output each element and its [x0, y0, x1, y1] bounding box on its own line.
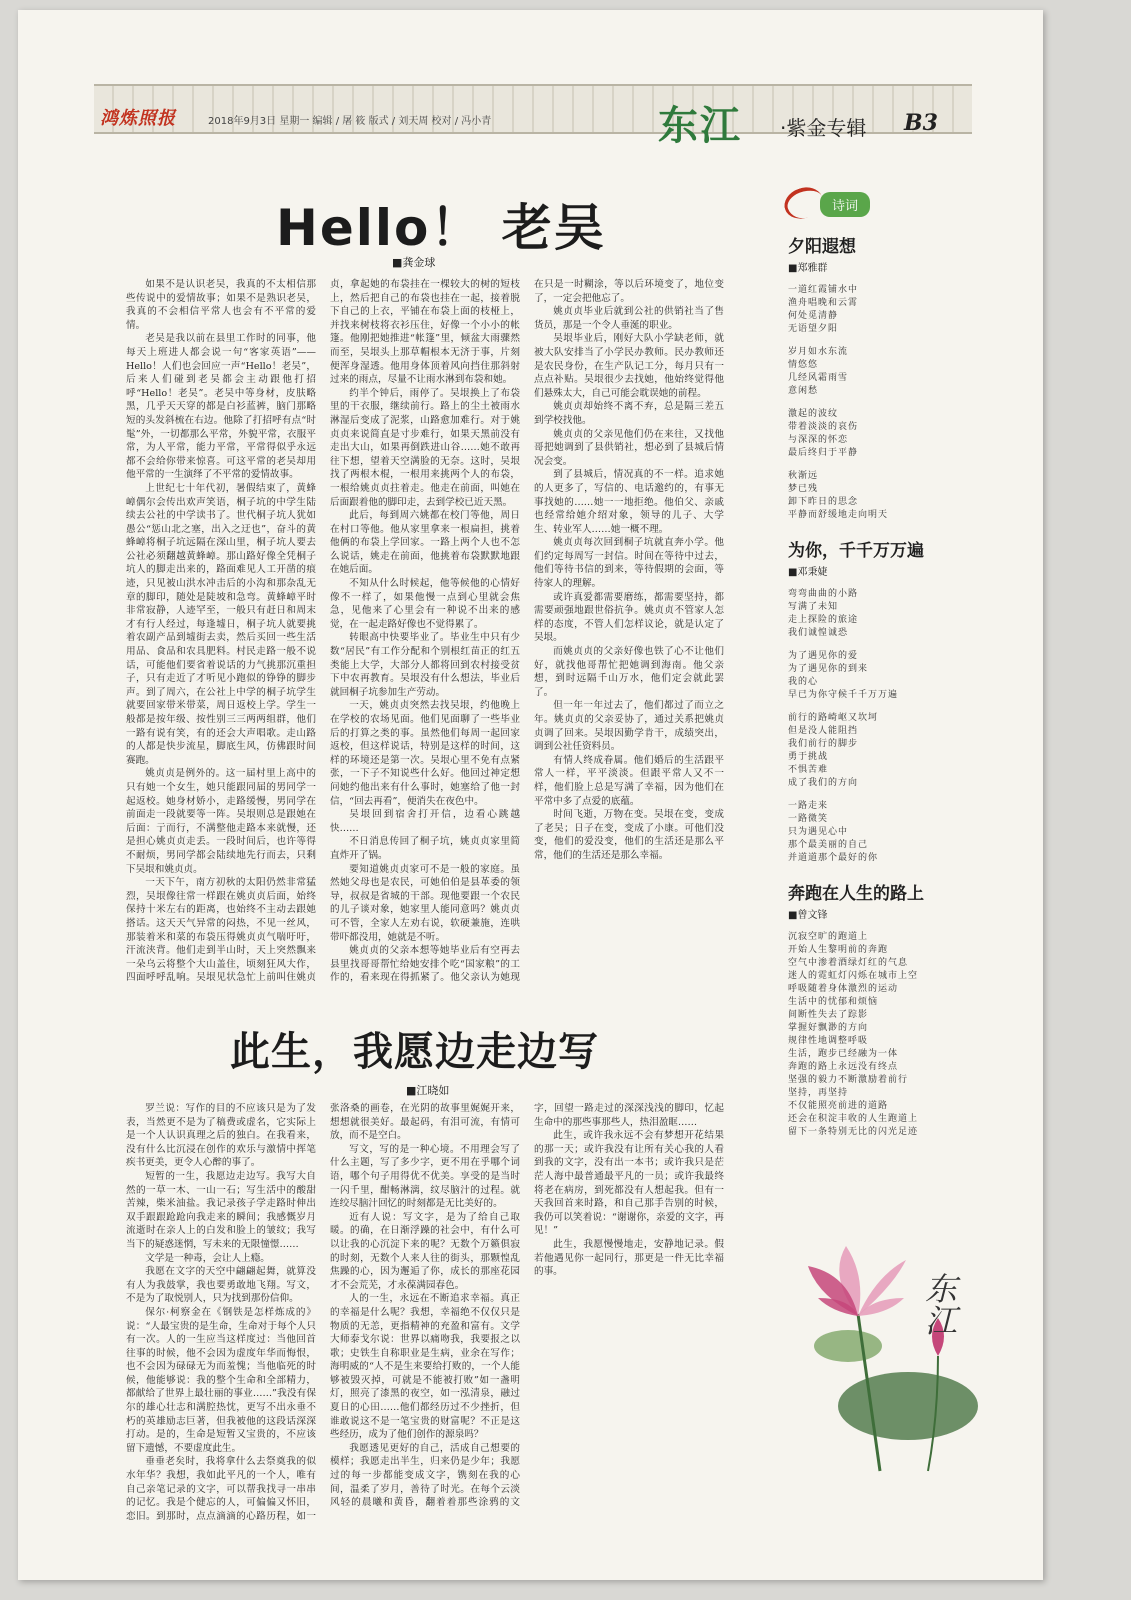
poem-stanza — [788, 800, 978, 865]
paragraph: 老吴是我以前在县里工作时的同事，他每天上班进人都会说一句“客家英语”——Hello！人们也会回应一声“Hello！老吴”，后来人们碰到老吴都会主动跟他打招呼“Hello！老吴”。老吴中等身材，皮肤略黑，几乎天天穿的都是白衫蓝裤，脑门那略短的头发斜梳在右边。他除了打招呼有点“时髦”外，一切都那么平常，外貌平常，衣服平常，为人平常，能力平常，平常得似乎永远都不会给你带来惊喜。可这平常的老吴却用他平常的一生演绎了不平常的爱情故事。 — [126, 333, 316, 481]
poem-line: 我的心 — [788, 677, 819, 687]
poem-line: 带着淡淡的哀伤 — [788, 422, 859, 432]
poem-line: 弯弯曲曲的小路 — [788, 589, 859, 599]
poem-stanza — [788, 650, 978, 702]
article1-byline: ■龚金球 — [392, 256, 436, 269]
poem-line: 掌握好飘渺的方向 — [788, 1023, 869, 1033]
poem-line: 无语望夕阳 — [788, 324, 839, 334]
poem-line: 秋渐远 — [788, 471, 819, 481]
poem — [788, 536, 978, 865]
poem-title: 夕阳遐想 — [788, 237, 856, 257]
poem-line: 呼吸随着身体激烈的运动 — [788, 984, 899, 994]
poem-line: 坚持，再坚持 — [788, 1088, 849, 1098]
paragraph: 近有人说：写文字，是为了给自己取暖。的确，在日渐浮躁的社会中，有什么可以让我的心沉淀下来的呢？无数个万籁俱寂的时刻，无数个人来人往的街头，那颗惶乱焦躁的心，因为邂逅了你，成长的那座花园才不会荒芜，才永葆满园春色。 — [330, 1211, 520, 1291]
paragraph: 时间飞逝，万物在变。吴垠在变，变成了老吴；日子在变，变成了小康。可他们没变，他们的爱没变，他们的生活还是那么平常，他们的生活还是那么幸福。 — [534, 809, 724, 861]
poem-line: 那个最美丽的自己 — [788, 840, 869, 850]
poem-line: 与深深的怀恋 — [788, 435, 849, 445]
paragraph: 姚贞贞每次回到桐子坑就直奔小学。他们约定每周写一封信。时间在等待中过去，他们等待书信的到来，等待假期的会面，等待家人的理解。 — [534, 537, 724, 590]
masthead-meta: 2018年9月3日 星期一 编辑 / 屠 筱 版式 / 刘天周 校对 / 冯小青 — [208, 116, 492, 127]
paragraph: 不日消息传回了桐子坑，姚贞贞家里简直炸开了锅。 — [330, 836, 520, 861]
paragraph: 保尔·柯察金在《钢铁是怎样炼成的》说：“人最宝贵的是生命，生命对于每个人只有一次。人的一生应当这样度过：当他回首往事的时候，他不会因为虚度年华而悔恨，也不会因为碌碌无为而羞愧；当他临死的时候，他能够说：我的整个生命和全部精力，都献给了世界上最壮丽的事业……”我没有保尔的雄心壮志和满腔热忱，更写不出永垂不朽的英雄励志巨著，但我被他的这段话深深打动。是的，生命是短暂又宝贵的，不应该留下遗憾，不要虚度此生。 — [126, 1306, 316, 1454]
article2-title: 此生，我愿边走边写 — [230, 1029, 599, 1075]
paragraph: 罗兰说：写作的目的不应该只是为了发表，当然更不是为了稿费或虚名，它实际上是一个人认识真理之后的独白。在我看来，没有什么比沉浸在创作的欢乐与激情中挥笔疾书更美，更令人心醉的事了。 — [126, 1103, 316, 1169]
paragraph: 人的一生，永远在不断追求幸福。真正的幸福是什么呢？我想，幸福绝不仅仅只是物质的无恙，更指精神的充盈和富有。文学大师泰戈尔说：世界以痛吻我，我要报之以歌；史铁生自称职业是生病，业余在写作；海明威的“人不是生来要给打败的，一个人能够被毁灭掉，可就是不能被打败”如一盏明灯，照亮了漆黑的夜空，如一泓清泉，融过夏日的心田……他们都经历过不少挫折，但谁敢说这不是一笔宝贵的财富呢？不正是这些经历，成为了他们创作的源泉吗？ — [330, 1293, 520, 1441]
paragraph: 姚贞贞是例外的。这一届村里上高中的只有她一个女生，她只能跟同届的男同学一起返校。她身材娇小，走路缓慢，男同学在前面走一段就要等一阵。吴垠则总是跟她在后面：亍而行，不满整他走路本来就慢，还是担心姚贞贞走丢。一段时间后，也许等得不耐烦，男同学都会陆续地先行而去，只剩下吴垠和姚贞贞。 — [126, 768, 316, 875]
paragraph: 一天下午，南方初秋的太阳仍然非常猛烈，吴垠像往常一样跟在姚贞贞后面，始终保持十米左右的距离，也始终不主动去跟她搭话。这天天气异常的闷热，不见一丝风，那装着米和菜的布袋压得姚贞贞气喘吁吁，汗流浃背。他们走到半山时，天上突然飘来一朵乌云将整个大山盖住，顷刻狂风大作，四面呼呼乱响。吴垠见状急忙上前叫住姚贞贞，拿起她的布袋挂在一棵较大的树的短枝上，然后把自己的布袋也挂在一起，接着脱下自己的上衣，平铺在布袋上面的枝桠上，并找来树枝将衣衫压住，好像一个小小的帐篷。他刚把她推进“帐篷”里，倾盆大雨骤然而至，吴垠头上那草帽根本无济于事，片刻便浑身湿透。他用身体顶着风向挡住那斜射过来的雨点，尽量不让雨水淋到布袋和她。 — [126, 279, 520, 984]
poem-line: 一路微笑 — [788, 814, 829, 824]
poem-line: 沉寂空旷的跑道上 — [788, 932, 869, 942]
paragraph: 但一年一年过去了，他们都过了而立之年。姚贞贞的父亲妥协了，通过关系把姚贞贞调了回来。吴垠因勤学肯干，成绩突出，调到公社任资料员。 — [534, 700, 724, 753]
masthead-logo: 鸿炼照报 — [100, 108, 176, 129]
poem — [788, 232, 978, 522]
poem-line: 意闲愁 — [788, 386, 819, 396]
poem-line: 还会在积淀丰收的人生跑道上 — [788, 1114, 919, 1124]
paragraph: 此生，或许我永远不会有梦想开花结果的那一天；或许我没有让所有关心我的人看到我的文字，没有出一本书；或许我只是茫茫人海中最普通最平凡的一员；或许我最终将老在病房，到死都没有人想起我。但有一天我回首来时路，和自己那手告别的时候，我仍可以笑着说：“谢谢你，亲爱的文字，再见！” — [534, 1130, 724, 1237]
calligraphy-signature: 东江 — [920, 1272, 958, 1336]
poem-line: 坚强的毅力不断激励着前行 — [788, 1075, 909, 1085]
poem-stanza — [788, 346, 978, 398]
poem-line: 开始人生黎明前的奔跑 — [788, 945, 889, 955]
poem-title: 奔跑在人生的路上 — [788, 884, 924, 904]
poem-line: 奔跑的路上永远没有终点 — [788, 1062, 899, 1072]
poem-line: 间断性失去了踪影 — [788, 1010, 869, 1020]
paragraph: 不知从什么时候起，他等候他的心情好像不一样了，如果他慢一点到心里就会焦急，见他来了心里会有一种说不出来的感觉，在一起走路好像也不觉得累了。 — [330, 578, 520, 630]
poem — [788, 879, 978, 1139]
lotus-leaf-small — [814, 1330, 882, 1362]
paragraph: 如果不是认识老吴，我真的不太相信那些传说中的爱情故事；如果不是熟识老吴，我真的不会相信平常人也会有不平常的爱情。 — [126, 279, 316, 331]
paragraph: 我愿在文字的天空中翩翩起舞，就算没有人为我鼓掌，我也要勇敢地飞翔。写文，不是为了取悦别人，只为找到那份信仰。 — [126, 1266, 316, 1305]
poem-line: 我们诚惶诚恐 — [788, 628, 849, 638]
paragraph: 我愿透见更好的自己，活成自己想要的模样；我愿走出半生，归来仍是少年；我愿过的每一步都能变成文字，镌刻在我的心间，温柔了岁月，善待了时光。在每个云淡风轻的晨曦和黄昏，翻着着那些涂鸦的文字，回望一路走过的深深浅浅的脚印，忆起生命中的那些事那些人，热泪盈眶…… — [330, 1103, 724, 1509]
poems-column — [788, 232, 978, 1153]
page-number: B3 — [904, 110, 938, 136]
poem-line: 留下一条特别无比的闪光足迹 — [788, 1127, 919, 1137]
lotus-leaf-large — [838, 1372, 978, 1440]
poem-line: 写满了未知 — [788, 602, 839, 612]
poem-stanza — [788, 712, 978, 790]
poem-line: 但是没人能阻挡 — [788, 726, 859, 736]
poem-line: 渔舟唱晚和云霄 — [788, 298, 859, 308]
poem-line: 迷人的霓虹灯闪烁在城市上空 — [788, 971, 919, 981]
poem-line: 最后终归于平静 — [788, 448, 859, 458]
paragraph: 垂垂老矣时，我将拿什么去祭奠我的似水年华？我想，我如此平凡的一个人，唯有自己亲笔记录的文字，可以帮我找寻一串串的记忆。我是个健忘的人，可偏偏又怀旧，恋旧。到那时，点点滴滴的心路历程，如一张洛桑的画卷，在光阴的故事里娓娓开来，想想就很美好。最起码，有泪可流，有情可放，而不是空白。 — [126, 1103, 520, 1522]
article2-byline: ■江晓如 — [406, 1084, 450, 1097]
poem-line: 规律性地调整呼吸 — [788, 1036, 869, 1046]
poem-stanza — [788, 931, 978, 1139]
poem-line: 早已为你守候千千万万遍 — [788, 690, 899, 700]
poem-line: 激起的波纹 — [788, 409, 839, 419]
poem-line: 卸下昨日的思念 — [788, 497, 859, 507]
column-tag-label: 诗词 — [820, 192, 870, 217]
poem-line: 前行的路崎岖又坎坷 — [788, 713, 879, 723]
poem-line: 空气中渗着酒绿灯红的气息 — [788, 958, 909, 968]
poem-line: 为了遇见你的爱 — [788, 651, 859, 661]
section-name: 东江 — [658, 102, 742, 149]
poem-author: ■郑雅群 — [788, 263, 828, 274]
paragraph: 有情人终成眷属。他们婚后的生活跟平常人一样，平平淡淡。但跟平常人又不一样，他们脸上总是写满了幸福，因为他们在平常中多了点爱的底蕴。 — [534, 754, 724, 807]
poem-line: 一路走来 — [788, 801, 829, 811]
poem-line: 勇于挑战 — [788, 752, 829, 762]
poem-line: 走上探险的旅途 — [788, 615, 859, 625]
paragraph: 写文，写的是一种心境。不用理会写了什么主题，写了多少字，更不用在乎哪个词语，哪个句子用得优不优美。享受的是当时一闪千里，酣畅淋漓，纹尽脑汁的过程。就连绞尽脑汁回忆的时刻都是无比美好的。 — [330, 1143, 520, 1210]
poem-stanza — [788, 408, 978, 460]
poem-line: 岁月如水东流 — [788, 347, 849, 357]
poem-author: ■邓秉婕 — [788, 567, 828, 578]
poem-line: 并道道那个最好的你 — [788, 853, 879, 863]
paragraph: 姚贞贞毕业后就到公社的供销社当了售货员，那是一个令人垂涎的职业。 — [534, 306, 724, 331]
paragraph: 短暂的一生，我愿边走边写。我写大自然的一草一木、一山一石；写生活中的酸甜苦辣，柴米油盐。我记录孩子学走路时伸出双手跟跟跄跄向我走来的瞬间；我感慨岁月流逝时在亲人上的白发和脸上的皱纹；我写当下的疑惑迷惘，写未来的无限憧憬…… — [126, 1170, 316, 1250]
paragraph: 一天，姚贞贞突然去找吴垠，约他晚上在学校的农场见面。他们见面聊了一些毕业后的打算之类的事。虽然他们每周一起回家返校，但这样说话，特别是这样的时间，这样的环境还是第一次。吴垠心里不免有点紧张，一下子不知说些什么好。他回过神定想问她约他出来有什么事时，她塞给了他一封信，“回去再看”，便消失在夜色中。 — [330, 700, 520, 807]
poetry-column-tag — [780, 186, 890, 222]
poem-stanza — [788, 470, 978, 522]
section-subtitle: ·紫金专辑 — [780, 116, 867, 140]
paragraph: 姚贞贞的父亲本想等她毕业后有空再去县里找哥哥帮忙给她安排个吃“国家粮”的工作的，看来现在得抓紧了。他父亲认为她现在只是一时糊涂，等以后环境变了，地位变了，一定会把他忘了。 — [330, 279, 724, 984]
poem-stanza — [788, 284, 978, 336]
poem-line: 生活中的忧郁和烦恼 — [788, 997, 879, 1007]
poem-line: 一道红霞铺水中 — [788, 285, 859, 295]
poem-line: 只为遇见心中 — [788, 827, 849, 837]
paragraph: 上世纪七十年代初，暑假结束了，黄蜂嶂偶尔会传出欢声笑语，桐子坑的中学生陆续去公社的中学读书了。世代桐子坑人犹如愚公“惩山北之塞，出入之迂也”，奋斗的黄蜂嶂将桐子坑远隔在深山里，桐子坑人要去公社必须翻越黄蜂嶂。那山路好像全凭桐子坑人的脚走出来的，路面难见人工开凿的痕迹，只见被山洪水冲击后的小沟和那杂乱无章的脚印，随处是陡坡和急弯。黄蜂嶂平时非常寂静，人迹罕至，一般只有赶日和周末才有行人经过，每逢墟日，桐子坑人就要挑着农副产品到墟街去卖，然后买回一些生活用品、食品和农具肥料。村民走路一般不说话，可能他们要省着说话的力气挑那沉重担子，只有走近了才听见小跑似的铮铮的脚步声。到了周六，在公社上中学的桐子坑学生就要回家带米带菜，周日返校上学。学生一般都是按年级、按性别三三两两组群，他们一路有说有笑，有的还会大声唱歌。走山路的人都是快步流星，脚底生风，仿佛跟时间赛跑。 — [126, 482, 316, 766]
paragraph: 姚贞贞却始终不离不弃，总是隔三差五到学校找他。 — [534, 401, 724, 426]
paragraph: 此生，我愿慢慢地走，安静地记录。假若他遇见你一起同行，那更是一件无比幸福的事。 — [534, 1238, 724, 1278]
paragraph: 而姚贞贞的父亲好像也铁了心不让他们好，就找他哥帮忙把她调到海南。他父亲想，到时远隔千山万水，他们定会就此罢了。 — [534, 646, 724, 698]
poem-stanza — [788, 588, 978, 640]
poem-line: 不仅能照亮前进的道路 — [788, 1101, 889, 1111]
poem-line: 为了遇见你的到来 — [788, 664, 869, 674]
poem-line: 生活，跑步已经融为一体 — [788, 1049, 899, 1059]
article1-body — [126, 278, 724, 994]
poem-line: 情悠悠 — [788, 360, 819, 370]
paragraph: 到了县城后，情况真的不一样。追求她的人更多了，写信的、电话邀约的，有事无事找她的……她一一地拒绝。他伯父、亲戚也经常给她介绍对象，领导的儿子、大学生、转业军人……她一概不理。 — [534, 469, 724, 535]
paragraph: 要知道姚贞贞家可不是一般的家庭。虽然她父母也是农民，可她伯伯是县革委的领导，叔叔是省城的干部。现他要跟一个农民的儿子谈对象，她家里人能同意吗？姚贞贞可不管，全家人左劝右说，软硬兼施，连哄带吓都没用，她就是不听。 — [330, 863, 520, 943]
paragraph: 姚贞贞的父亲见他们仍在来往，又找他哥把她调到了县供销社，想必到了县城后情况会变。 — [534, 428, 724, 467]
paragraph: 吴垠毕业后，刚好大队小学缺老师，就被大队安排当了小学民办教师。民办教师还是农民身份，在生产队记工分，每月只有一点点补贴。吴垠很少去找她，他始终觉得他们悬殊太大，自己可能会耽误她的前程。 — [534, 333, 724, 399]
paragraph: 文学是一种毒，会让人上瘾。 — [145, 1252, 270, 1264]
poem-author: ■曾文锋 — [788, 910, 828, 921]
poem-line: 不惧苦难 — [788, 765, 829, 775]
poem-line: 成了我们的方向 — [788, 778, 859, 788]
paragraph: 转眼高中快要毕业了。毕业生中只有少数“居民”有工作分配和个别根红苗正的红五类能上大学，大部分人都将回到农村接受贫下中农再教育。吴垠没有什么想法，毕业后就回桐子坑参加生产劳动。 — [330, 632, 520, 698]
poem-line: 梦已残 — [788, 484, 819, 494]
poem-line: 何处觅清静 — [788, 311, 839, 321]
poem-line: 我们前行的脚步 — [788, 739, 859, 749]
poem-title: 为你，千千万万遍 — [788, 541, 924, 561]
poem-line: 平静而舒缓地走向明天 — [788, 510, 889, 520]
paragraph: 此后，每到周六姚都在校门等他，周日在村口等他。他从家里拿来一根扁担，挑着他俩的布袋上学回家。一路上两个人也不怎么说话，姚走在前面，他挑着布袋默默地跟在她后面。 — [330, 510, 520, 576]
paragraph: 或许真爱都需要磨练，都需要坚持，都需要顽强地跟世俗抗争。姚贞贞不管家人怎样的态度，不管人们怎样议论，就是认定了吴垠。 — [534, 591, 724, 644]
paragraph: 吴垠回到宿舍打开信，边看心跳越快…… — [330, 809, 520, 834]
article1-title: Hello！ 老吴 — [276, 199, 606, 257]
poem-line: 几经风霜雨雪 — [788, 373, 849, 383]
newspaper-page — [18, 10, 1043, 1580]
article2-body — [126, 1102, 724, 1532]
paragraph: 约半个钟后，雨停了。吴垠换上了布袋里的干衣服，继续前行。路上的尘土被雨水淋湿后变成了泥浆，山路愈加难行。对于姚贞贞来说简直是寸步难行，如果天黑前没有走出大山，如果再倒跌进山谷……她不敢再往下想，望着天空满脸的无奈。这时，吴垠找了两根木棍，一根用来挑两个人的布袋，一根给姚贞贞拄着走。他走在前面，叫她在后面跟着他的脚印走，去到学校已近天黑。 — [330, 387, 520, 508]
